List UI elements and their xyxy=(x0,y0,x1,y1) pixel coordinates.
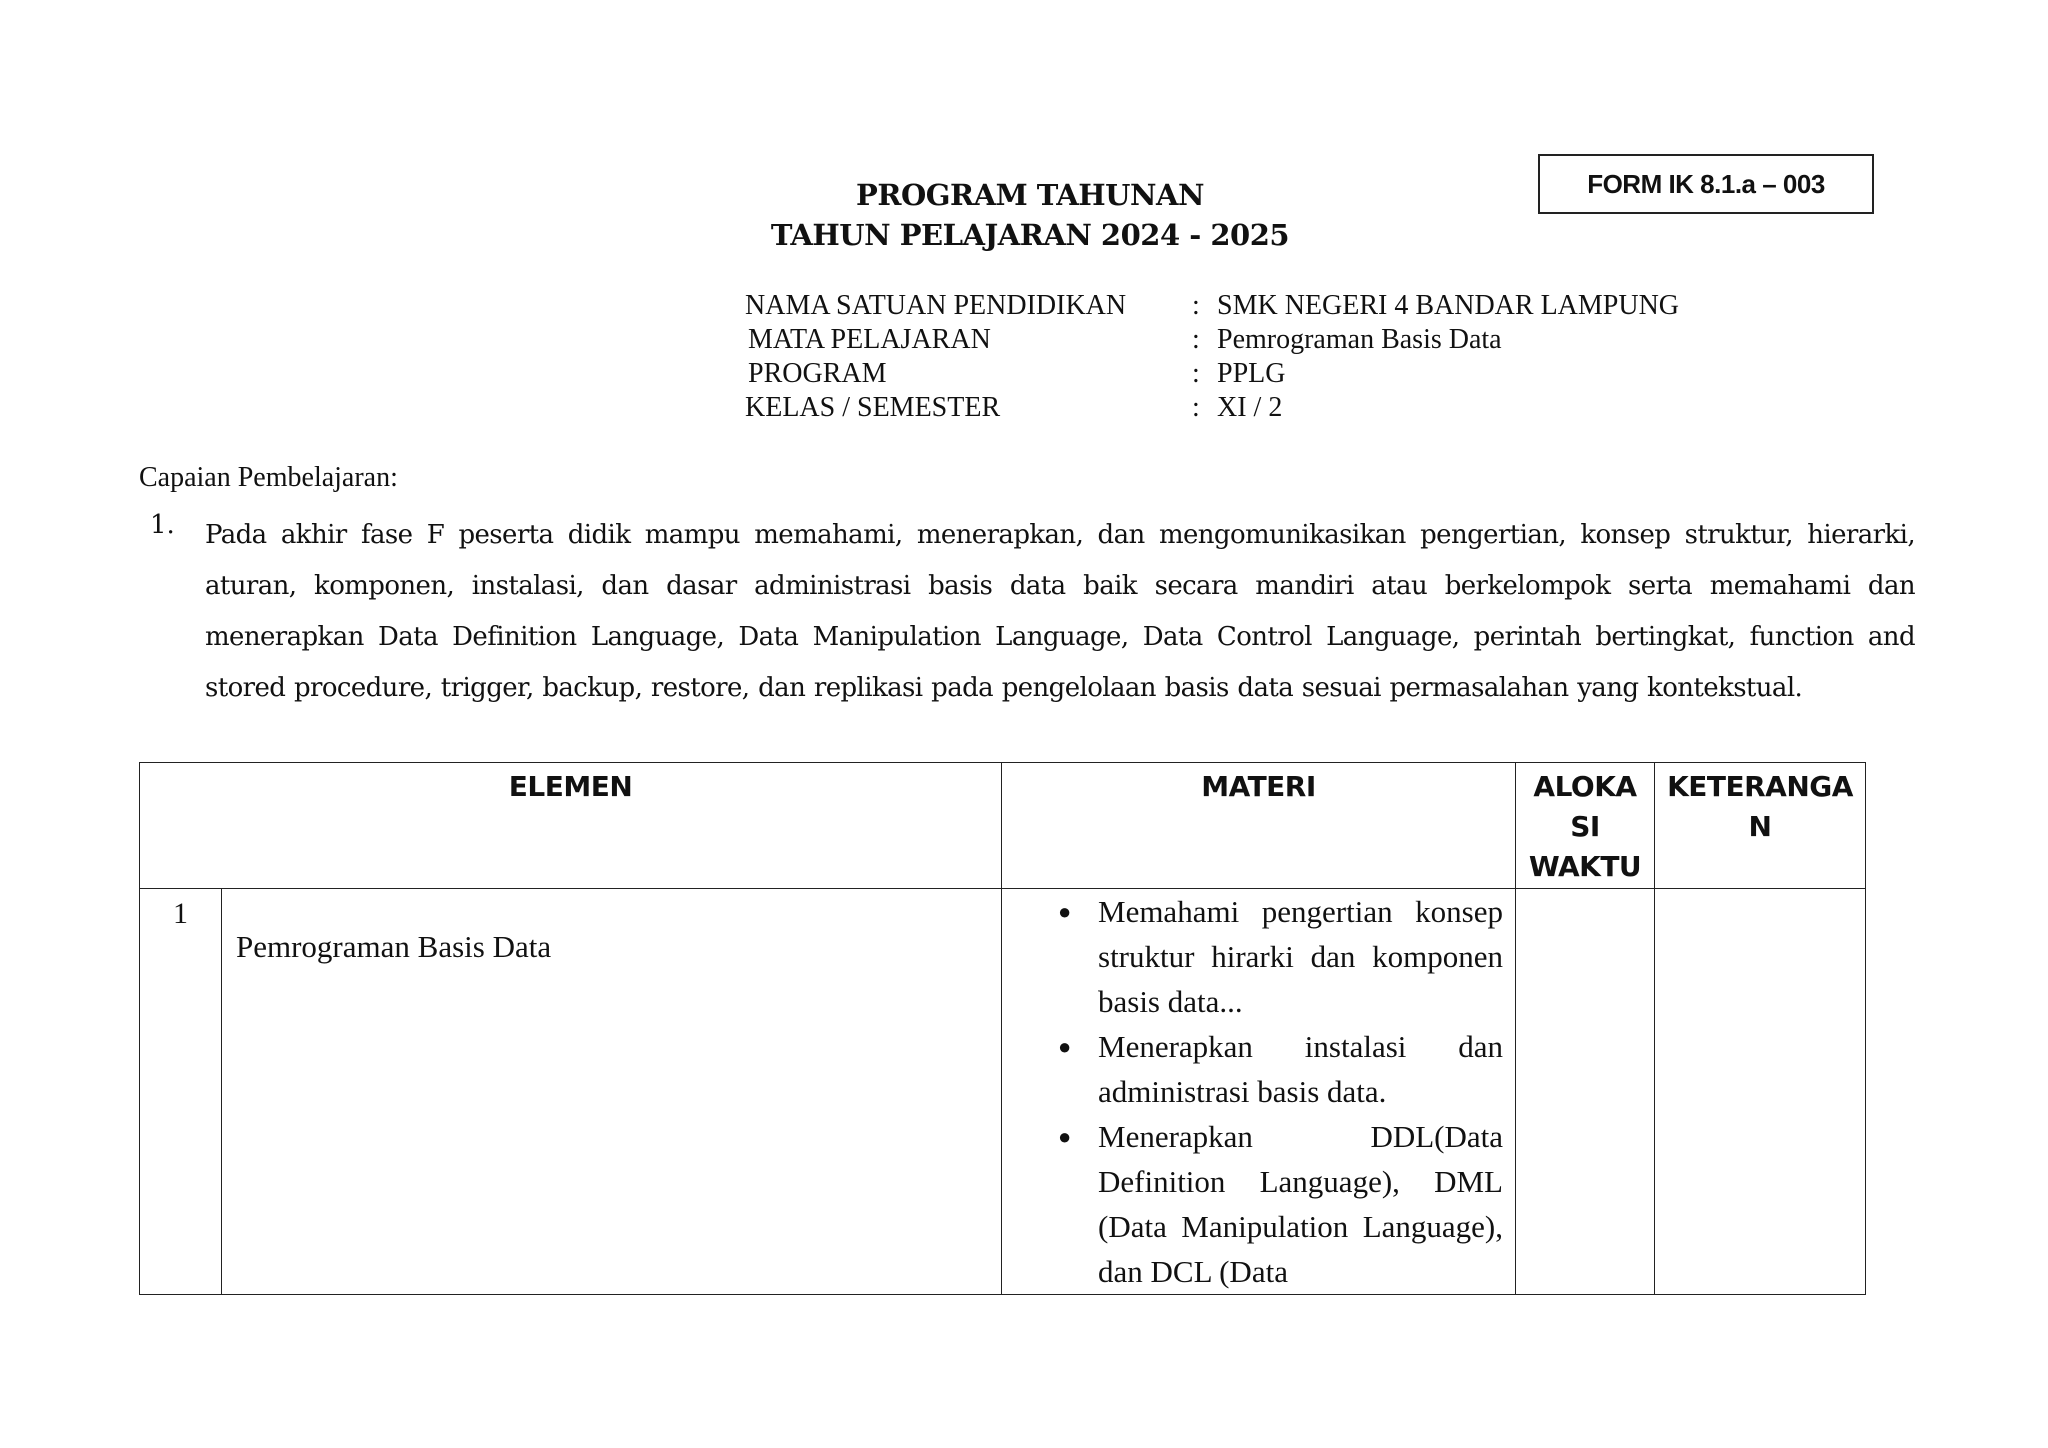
header-keterangan: KETERANGA N xyxy=(1655,763,1866,889)
row-alokasi-waktu xyxy=(1516,889,1655,1295)
document-subtitle: TAHUN PELAJARAN 2024 - 2025 xyxy=(770,218,1290,252)
row-elemen: Pemrograman Basis Data xyxy=(222,889,1002,1295)
capaian-item-number: 1. xyxy=(150,510,175,540)
info-value: PPLG xyxy=(1217,358,1286,389)
row-materi xyxy=(1002,889,1516,1295)
bullet-icon: ● xyxy=(1058,1034,1072,1059)
info-separator: : xyxy=(1192,392,1200,423)
info-value: Pemrograman Basis Data xyxy=(1217,324,1502,355)
table-header-row xyxy=(140,763,1866,889)
capaian-heading: Capaian Pembelajaran: xyxy=(139,462,398,493)
bullet-icon: ● xyxy=(1058,1124,1072,1149)
info-label: PROGRAM xyxy=(748,358,887,389)
program-table xyxy=(139,762,1866,1295)
info-separator: : xyxy=(1192,358,1200,389)
document-title: PROGRAM TAHUNAN xyxy=(856,178,1204,212)
info-label: NAMA SATUAN PENDIDIKAN xyxy=(745,290,1127,321)
info-value: XI / 2 xyxy=(1217,392,1283,423)
info-value: SMK NEGERI 4 BANDAR LAMPUNG xyxy=(1217,290,1680,321)
row-keterangan xyxy=(1655,889,1866,1295)
header-alokasi-waktu: ALOKA SI WAKTU xyxy=(1516,763,1655,889)
capaian-item-text: Pada akhir fase F peserta didik mampu memahami, menerapkan, dan mengomunikasikan pengertian, konsep struktur, hierarki, aturan, komponen, instalasi, dan dasar administrasi basis data baik secara mandiri atau berkelompok serta memahami dan menerapkan Data Definition Language, Data Manipulation Language, Data Control Language, perintah bertingkat, function and stored procedure, trigger, backup, restore, dan replikasi pada pengelolaan basis data sesuai permasalahan yang kontekstual. xyxy=(205,520,1915,703)
bullet-icon: ● xyxy=(1058,899,1072,924)
info-separator: : xyxy=(1192,324,1200,355)
materi-item xyxy=(1022,1024,1503,1114)
materi-item-text: Memahami pengertian konsep struktur hirarki dan komponen basis data... xyxy=(1098,894,1503,1019)
materi-item xyxy=(1022,889,1503,1024)
header-materi: MATERI xyxy=(1002,763,1516,889)
info-label: MATA PELAJARAN xyxy=(748,324,991,355)
table-row xyxy=(140,889,1866,1295)
materi-item-text: Menerapkan DDL(Data Definition Language), DML (Data Manipulation Language), dan DCL (Data xyxy=(1098,1119,1503,1289)
header-elemen: ELEMEN xyxy=(140,763,1002,889)
row-number: 1 xyxy=(140,889,222,1295)
form-code-box: FORM IK 8.1.a – 003 xyxy=(1538,154,1874,214)
materi-list xyxy=(1022,889,1503,1294)
info-separator: : xyxy=(1192,290,1200,321)
info-label: KELAS / SEMESTER xyxy=(745,392,1001,423)
materi-item xyxy=(1022,1114,1503,1294)
materi-item-text: Menerapkan instalasi dan administrasi basis data. xyxy=(1098,1029,1503,1109)
